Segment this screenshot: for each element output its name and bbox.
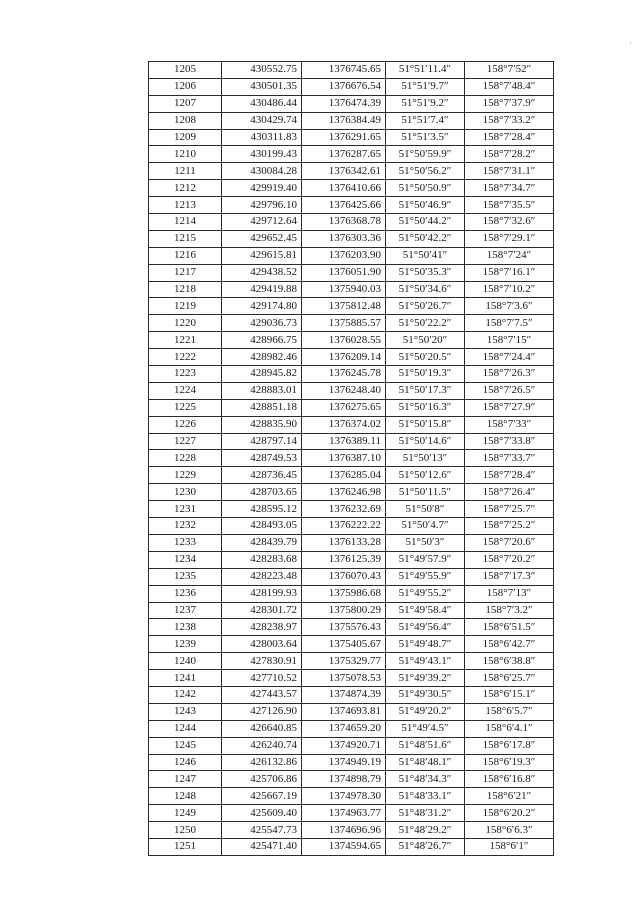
x-coordinate-cell: 430429.74 bbox=[222, 112, 302, 129]
y-coordinate-cell: 1376051.90 bbox=[302, 264, 386, 281]
y-coordinate-cell: 1376303.36 bbox=[302, 230, 386, 247]
y-coordinate-cell: 1375986.68 bbox=[302, 585, 386, 602]
longitude-cell: 158°7′13″ bbox=[465, 585, 554, 602]
latitude-cell: 51°50′46.9″ bbox=[386, 197, 465, 214]
x-coordinate-cell: 429652.45 bbox=[222, 230, 302, 247]
longitude-cell: 158°7′26.3″ bbox=[465, 366, 554, 383]
point-number-cell: 1245 bbox=[149, 737, 222, 754]
table-row bbox=[149, 737, 554, 754]
latitude-cell: 51°49′55.2″ bbox=[386, 585, 465, 602]
table-row bbox=[149, 382, 554, 399]
y-coordinate-cell: 1374693.81 bbox=[302, 703, 386, 720]
x-coordinate-cell: 428982.46 bbox=[222, 349, 302, 366]
longitude-cell: 158°7′24.4″ bbox=[465, 349, 554, 366]
latitude-cell: 51°50′35.3″ bbox=[386, 264, 465, 281]
point-number-cell: 1247 bbox=[149, 771, 222, 788]
point-number-cell: 1249 bbox=[149, 805, 222, 822]
longitude-cell: 158°7′26.5″ bbox=[465, 382, 554, 399]
latitude-cell: 51°50′3″ bbox=[386, 534, 465, 551]
latitude-cell: 51°50′26.7″ bbox=[386, 298, 465, 315]
table-row bbox=[149, 230, 554, 247]
longitude-cell: 158°7′28.4″ bbox=[465, 129, 554, 146]
latitude-cell: 51°51′7.4″ bbox=[386, 112, 465, 129]
x-coordinate-cell: 428851.18 bbox=[222, 399, 302, 416]
table-row bbox=[149, 281, 554, 298]
point-number-cell: 1208 bbox=[149, 112, 222, 129]
y-coordinate-cell: 1376425.66 bbox=[302, 197, 386, 214]
table-row bbox=[149, 315, 554, 332]
table-row bbox=[149, 95, 554, 112]
y-coordinate-cell: 1376232.69 bbox=[302, 501, 386, 518]
latitude-cell: 51°50′19.3″ bbox=[386, 366, 465, 383]
table-row bbox=[149, 180, 554, 197]
y-coordinate-cell: 1376285.04 bbox=[302, 467, 386, 484]
y-coordinate-cell: 1376410.66 bbox=[302, 180, 386, 197]
x-coordinate-cell: 428003.64 bbox=[222, 636, 302, 653]
longitude-cell: 158°6′17.8″ bbox=[465, 737, 554, 754]
longitude-cell: 158°7′34.7″ bbox=[465, 180, 554, 197]
x-coordinate-cell: 425667.19 bbox=[222, 788, 302, 805]
y-coordinate-cell: 1374874.39 bbox=[302, 686, 386, 703]
y-coordinate-cell: 1375329.77 bbox=[302, 653, 386, 670]
point-number-cell: 1240 bbox=[149, 653, 222, 670]
latitude-cell: 51°49′20.2″ bbox=[386, 703, 465, 720]
point-number-cell: 1227 bbox=[149, 433, 222, 450]
point-number-cell: 1230 bbox=[149, 484, 222, 501]
point-number-cell: 1238 bbox=[149, 619, 222, 636]
x-coordinate-cell: 428223.48 bbox=[222, 568, 302, 585]
longitude-cell: 158°6′6.3″ bbox=[465, 822, 554, 839]
longitude-cell: 158°7′26.4″ bbox=[465, 484, 554, 501]
y-coordinate-cell: 1376387.10 bbox=[302, 450, 386, 467]
x-coordinate-cell: 429919.40 bbox=[222, 180, 302, 197]
table-row bbox=[149, 450, 554, 467]
latitude-cell: 51°50′56.2″ bbox=[386, 163, 465, 180]
point-number-cell: 1248 bbox=[149, 788, 222, 805]
table-row bbox=[149, 805, 554, 822]
point-number-cell: 1224 bbox=[149, 382, 222, 399]
latitude-cell: 51°49′58.4″ bbox=[386, 602, 465, 619]
longitude-cell: 158°7′15″ bbox=[465, 332, 554, 349]
point-number-cell: 1209 bbox=[149, 129, 222, 146]
table-row bbox=[149, 636, 554, 653]
longitude-cell: 158°7′3.6″ bbox=[465, 298, 554, 315]
latitude-cell: 51°50′17.3″ bbox=[386, 382, 465, 399]
point-number-cell: 1231 bbox=[149, 501, 222, 518]
table-row bbox=[149, 703, 554, 720]
longitude-cell: 158°7′52″ bbox=[465, 62, 554, 79]
table-row bbox=[149, 686, 554, 703]
latitude-cell: 51°48′26.7″ bbox=[386, 838, 465, 855]
x-coordinate-cell: 427830.91 bbox=[222, 653, 302, 670]
table-row bbox=[149, 788, 554, 805]
x-coordinate-cell: 428283.68 bbox=[222, 551, 302, 568]
latitude-cell: 51°51′9.7″ bbox=[386, 78, 465, 95]
y-coordinate-cell: 1374963.77 bbox=[302, 805, 386, 822]
point-number-cell: 1214 bbox=[149, 214, 222, 231]
point-number-cell: 1237 bbox=[149, 602, 222, 619]
longitude-cell: 158°7′27.9″ bbox=[465, 399, 554, 416]
x-coordinate-cell: 428199.93 bbox=[222, 585, 302, 602]
y-coordinate-cell: 1375812.48 bbox=[302, 298, 386, 315]
longitude-cell: 158°6′38.8″ bbox=[465, 653, 554, 670]
longitude-cell: 158°7′35.5″ bbox=[465, 197, 554, 214]
table-row bbox=[149, 771, 554, 788]
point-number-cell: 1239 bbox=[149, 636, 222, 653]
y-coordinate-cell: 1375576.43 bbox=[302, 619, 386, 636]
y-coordinate-cell: 1375078.53 bbox=[302, 670, 386, 687]
y-coordinate-cell: 1376474.39 bbox=[302, 95, 386, 112]
latitude-cell: 51°50′22.2″ bbox=[386, 315, 465, 332]
latitude-cell: 51°50′41″ bbox=[386, 247, 465, 264]
longitude-cell: 158°6′16.8″ bbox=[465, 771, 554, 788]
point-number-cell: 1243 bbox=[149, 703, 222, 720]
latitude-cell: 51°50′13″ bbox=[386, 450, 465, 467]
table-row bbox=[149, 754, 554, 771]
x-coordinate-cell: 425547.73 bbox=[222, 822, 302, 839]
point-number-cell: 1226 bbox=[149, 416, 222, 433]
x-coordinate-cell: 426132.86 bbox=[222, 754, 302, 771]
table-row bbox=[149, 197, 554, 214]
longitude-cell: 158°6′19.3″ bbox=[465, 754, 554, 771]
latitude-cell: 51°50′4.7″ bbox=[386, 518, 465, 535]
point-number-cell: 1220 bbox=[149, 315, 222, 332]
table-row bbox=[149, 366, 554, 383]
table-row bbox=[149, 619, 554, 636]
longitude-cell: 158°7′20.2″ bbox=[465, 551, 554, 568]
x-coordinate-cell: 425471.40 bbox=[222, 838, 302, 855]
y-coordinate-cell: 1376248.40 bbox=[302, 382, 386, 399]
point-number-cell: 1221 bbox=[149, 332, 222, 349]
point-number-cell: 1219 bbox=[149, 298, 222, 315]
point-number-cell: 1232 bbox=[149, 518, 222, 535]
x-coordinate-cell: 428883.01 bbox=[222, 382, 302, 399]
latitude-cell: 51°50′20″ bbox=[386, 332, 465, 349]
x-coordinate-cell: 430552.75 bbox=[222, 62, 302, 79]
x-coordinate-cell: 427710.52 bbox=[222, 670, 302, 687]
y-coordinate-cell: 1376384.49 bbox=[302, 112, 386, 129]
point-number-cell: 1205 bbox=[149, 62, 222, 79]
table-row bbox=[149, 416, 554, 433]
longitude-cell: 158°6′21″ bbox=[465, 788, 554, 805]
x-coordinate-cell: 428439.79 bbox=[222, 534, 302, 551]
table-row bbox=[149, 484, 554, 501]
table-row bbox=[149, 585, 554, 602]
longitude-cell: 158°6′4.1″ bbox=[465, 720, 554, 737]
y-coordinate-cell: 1376287.65 bbox=[302, 146, 386, 163]
point-number-cell: 1251 bbox=[149, 838, 222, 855]
table-row bbox=[149, 653, 554, 670]
x-coordinate-cell: 430199.43 bbox=[222, 146, 302, 163]
longitude-cell: 158°7′28.4″ bbox=[465, 467, 554, 484]
longitude-cell: 158°7′31.1″ bbox=[465, 163, 554, 180]
point-number-cell: 1207 bbox=[149, 95, 222, 112]
y-coordinate-cell: 1374696.96 bbox=[302, 822, 386, 839]
x-coordinate-cell: 429615.81 bbox=[222, 247, 302, 264]
longitude-cell: 158°7′33.7″ bbox=[465, 450, 554, 467]
table-row bbox=[149, 720, 554, 737]
x-coordinate-cell: 425706.86 bbox=[222, 771, 302, 788]
latitude-cell: 51°50′14.6″ bbox=[386, 433, 465, 450]
table-row bbox=[149, 349, 554, 366]
y-coordinate-cell: 1376374.02 bbox=[302, 416, 386, 433]
longitude-cell: 158°7′17.3″ bbox=[465, 568, 554, 585]
latitude-cell: 51°49′43.1″ bbox=[386, 653, 465, 670]
x-coordinate-cell: 426240.74 bbox=[222, 737, 302, 754]
x-coordinate-cell: 428966.75 bbox=[222, 332, 302, 349]
x-coordinate-cell: 427126.90 bbox=[222, 703, 302, 720]
latitude-cell: 51°50′34.6″ bbox=[386, 281, 465, 298]
x-coordinate-cell: 428301.72 bbox=[222, 602, 302, 619]
longitude-cell: 158°7′25.7″ bbox=[465, 501, 554, 518]
table-row bbox=[149, 670, 554, 687]
longitude-cell: 158°6′1″ bbox=[465, 838, 554, 855]
latitude-cell: 51°50′11.5″ bbox=[386, 484, 465, 501]
longitude-cell: 158°7′48.4″ bbox=[465, 78, 554, 95]
longitude-cell: 158°7′37.9″ bbox=[465, 95, 554, 112]
latitude-cell: 51°50′12.6″ bbox=[386, 467, 465, 484]
table-row bbox=[149, 399, 554, 416]
longitude-cell: 158°7′29.1″ bbox=[465, 230, 554, 247]
y-coordinate-cell: 1374978.30 bbox=[302, 788, 386, 805]
table-row bbox=[149, 838, 554, 855]
latitude-cell: 51°48′29.2″ bbox=[386, 822, 465, 839]
point-number-cell: 1216 bbox=[149, 247, 222, 264]
longitude-cell: 158°7′25.2″ bbox=[465, 518, 554, 535]
point-number-cell: 1242 bbox=[149, 686, 222, 703]
y-coordinate-cell: 1376676.54 bbox=[302, 78, 386, 95]
x-coordinate-cell: 429438.52 bbox=[222, 264, 302, 281]
y-coordinate-cell: 1376389.11 bbox=[302, 433, 386, 450]
latitude-cell: 51°50′44.2″ bbox=[386, 214, 465, 231]
latitude-cell: 51°51′3.5″ bbox=[386, 129, 465, 146]
latitude-cell: 51°50′50.9″ bbox=[386, 180, 465, 197]
y-coordinate-cell: 1376222.22 bbox=[302, 518, 386, 535]
y-coordinate-cell: 1376203.90 bbox=[302, 247, 386, 264]
longitude-cell: 158°6′15.1″ bbox=[465, 686, 554, 703]
point-number-cell: 1206 bbox=[149, 78, 222, 95]
latitude-cell: 51°50′15.8″ bbox=[386, 416, 465, 433]
page-corner-mark: · bbox=[629, 38, 632, 48]
longitude-cell: 158°6′5.7″ bbox=[465, 703, 554, 720]
latitude-cell: 51°49′39.2″ bbox=[386, 670, 465, 687]
y-coordinate-cell: 1376246.98 bbox=[302, 484, 386, 501]
x-coordinate-cell: 428595.12 bbox=[222, 501, 302, 518]
x-coordinate-cell: 428703.65 bbox=[222, 484, 302, 501]
table-row bbox=[149, 602, 554, 619]
y-coordinate-cell: 1375405.67 bbox=[302, 636, 386, 653]
y-coordinate-cell: 1376209.14 bbox=[302, 349, 386, 366]
y-coordinate-cell: 1376291.65 bbox=[302, 129, 386, 146]
latitude-cell: 51°49′30.5″ bbox=[386, 686, 465, 703]
longitude-cell: 158°7′28.2″ bbox=[465, 146, 554, 163]
coordinates-table-body bbox=[149, 62, 554, 856]
y-coordinate-cell: 1374659.20 bbox=[302, 720, 386, 737]
latitude-cell: 51°48′34.3″ bbox=[386, 771, 465, 788]
longitude-cell: 158°7′24″ bbox=[465, 247, 554, 264]
table-row bbox=[149, 822, 554, 839]
latitude-cell: 51°50′8″ bbox=[386, 501, 465, 518]
point-number-cell: 1244 bbox=[149, 720, 222, 737]
x-coordinate-cell: 429712.64 bbox=[222, 214, 302, 231]
x-coordinate-cell: 427443.57 bbox=[222, 686, 302, 703]
point-number-cell: 1228 bbox=[149, 450, 222, 467]
latitude-cell: 51°50′42.2″ bbox=[386, 230, 465, 247]
x-coordinate-cell: 428736.45 bbox=[222, 467, 302, 484]
y-coordinate-cell: 1374898.79 bbox=[302, 771, 386, 788]
coordinates-table bbox=[148, 61, 554, 856]
x-coordinate-cell: 428238.97 bbox=[222, 619, 302, 636]
point-number-cell: 1215 bbox=[149, 230, 222, 247]
point-number-cell: 1241 bbox=[149, 670, 222, 687]
y-coordinate-cell: 1376028.55 bbox=[302, 332, 386, 349]
longitude-cell: 158°7′3.2″ bbox=[465, 602, 554, 619]
point-number-cell: 1213 bbox=[149, 197, 222, 214]
table-row bbox=[149, 551, 554, 568]
table-row bbox=[149, 146, 554, 163]
y-coordinate-cell: 1374594.65 bbox=[302, 838, 386, 855]
latitude-cell: 51°49′55.9″ bbox=[386, 568, 465, 585]
point-number-cell: 1211 bbox=[149, 163, 222, 180]
latitude-cell: 51°50′20.5″ bbox=[386, 349, 465, 366]
y-coordinate-cell: 1376125.39 bbox=[302, 551, 386, 568]
longitude-cell: 158°6′51.5″ bbox=[465, 619, 554, 636]
table-row bbox=[149, 214, 554, 231]
point-number-cell: 1212 bbox=[149, 180, 222, 197]
latitude-cell: 51°49′4.5″ bbox=[386, 720, 465, 737]
y-coordinate-cell: 1376745.65 bbox=[302, 62, 386, 79]
point-number-cell: 1250 bbox=[149, 822, 222, 839]
x-coordinate-cell: 428835.90 bbox=[222, 416, 302, 433]
longitude-cell: 158°6′20.2″ bbox=[465, 805, 554, 822]
table-row bbox=[149, 518, 554, 535]
table-row bbox=[149, 298, 554, 315]
y-coordinate-cell: 1376342.61 bbox=[302, 163, 386, 180]
latitude-cell: 51°50′59.9″ bbox=[386, 146, 465, 163]
point-number-cell: 1218 bbox=[149, 281, 222, 298]
table-row bbox=[149, 433, 554, 450]
y-coordinate-cell: 1376275.65 bbox=[302, 399, 386, 416]
latitude-cell: 51°48′51.6″ bbox=[386, 737, 465, 754]
point-number-cell: 1223 bbox=[149, 366, 222, 383]
x-coordinate-cell: 425609.40 bbox=[222, 805, 302, 822]
x-coordinate-cell: 428749.53 bbox=[222, 450, 302, 467]
table-row bbox=[149, 112, 554, 129]
latitude-cell: 51°49′56.4″ bbox=[386, 619, 465, 636]
table-row bbox=[149, 247, 554, 264]
x-coordinate-cell: 429796.10 bbox=[222, 197, 302, 214]
table-row bbox=[149, 129, 554, 146]
y-coordinate-cell: 1374920.71 bbox=[302, 737, 386, 754]
table-row bbox=[149, 163, 554, 180]
latitude-cell: 51°48′48.1″ bbox=[386, 754, 465, 771]
table-row bbox=[149, 467, 554, 484]
longitude-cell: 158°7′33.2″ bbox=[465, 112, 554, 129]
y-coordinate-cell: 1375885.57 bbox=[302, 315, 386, 332]
longitude-cell: 158°7′16.1″ bbox=[465, 264, 554, 281]
latitude-cell: 51°51′9.2″ bbox=[386, 95, 465, 112]
x-coordinate-cell: 430311.83 bbox=[222, 129, 302, 146]
longitude-cell: 158°7′10.2″ bbox=[465, 281, 554, 298]
latitude-cell: 51°50′16.3″ bbox=[386, 399, 465, 416]
y-coordinate-cell: 1375940.03 bbox=[302, 281, 386, 298]
point-number-cell: 1225 bbox=[149, 399, 222, 416]
longitude-cell: 158°7′7.5″ bbox=[465, 315, 554, 332]
table-row bbox=[149, 534, 554, 551]
x-coordinate-cell: 429419.88 bbox=[222, 281, 302, 298]
point-number-cell: 1210 bbox=[149, 146, 222, 163]
latitude-cell: 51°48′31.2″ bbox=[386, 805, 465, 822]
x-coordinate-cell: 429036.73 bbox=[222, 315, 302, 332]
longitude-cell: 158°6′42.7″ bbox=[465, 636, 554, 653]
longitude-cell: 158°7′20.6″ bbox=[465, 534, 554, 551]
x-coordinate-cell: 426640.85 bbox=[222, 720, 302, 737]
longitude-cell: 158°7′32.6″ bbox=[465, 214, 554, 231]
table-row bbox=[149, 78, 554, 95]
latitude-cell: 51°49′57.9″ bbox=[386, 551, 465, 568]
y-coordinate-cell: 1376070.43 bbox=[302, 568, 386, 585]
x-coordinate-cell: 430501.35 bbox=[222, 78, 302, 95]
latitude-cell: 51°48′33.1″ bbox=[386, 788, 465, 805]
x-coordinate-cell: 428797.14 bbox=[222, 433, 302, 450]
y-coordinate-cell: 1376133.28 bbox=[302, 534, 386, 551]
point-number-cell: 1229 bbox=[149, 467, 222, 484]
point-number-cell: 1246 bbox=[149, 754, 222, 771]
y-coordinate-cell: 1376245.78 bbox=[302, 366, 386, 383]
point-number-cell: 1235 bbox=[149, 568, 222, 585]
point-number-cell: 1236 bbox=[149, 585, 222, 602]
table-row bbox=[149, 568, 554, 585]
table-row bbox=[149, 332, 554, 349]
latitude-cell: 51°49′48.7″ bbox=[386, 636, 465, 653]
x-coordinate-cell: 429174.80 bbox=[222, 298, 302, 315]
x-coordinate-cell: 430486.44 bbox=[222, 95, 302, 112]
x-coordinate-cell: 430084.28 bbox=[222, 163, 302, 180]
y-coordinate-cell: 1375800.29 bbox=[302, 602, 386, 619]
point-number-cell: 1217 bbox=[149, 264, 222, 281]
y-coordinate-cell: 1374949.19 bbox=[302, 754, 386, 771]
x-coordinate-cell: 428493.05 bbox=[222, 518, 302, 535]
point-number-cell: 1234 bbox=[149, 551, 222, 568]
point-number-cell: 1222 bbox=[149, 349, 222, 366]
table-row bbox=[149, 264, 554, 281]
longitude-cell: 158°6′25.7″ bbox=[465, 670, 554, 687]
latitude-cell: 51°51′11.4″ bbox=[386, 62, 465, 79]
table-row bbox=[149, 501, 554, 518]
longitude-cell: 158°7′33″ bbox=[465, 416, 554, 433]
x-coordinate-cell: 428945.82 bbox=[222, 366, 302, 383]
longitude-cell: 158°7′33.8″ bbox=[465, 433, 554, 450]
y-coordinate-cell: 1376368.78 bbox=[302, 214, 386, 231]
table-row bbox=[149, 62, 554, 79]
point-number-cell: 1233 bbox=[149, 534, 222, 551]
